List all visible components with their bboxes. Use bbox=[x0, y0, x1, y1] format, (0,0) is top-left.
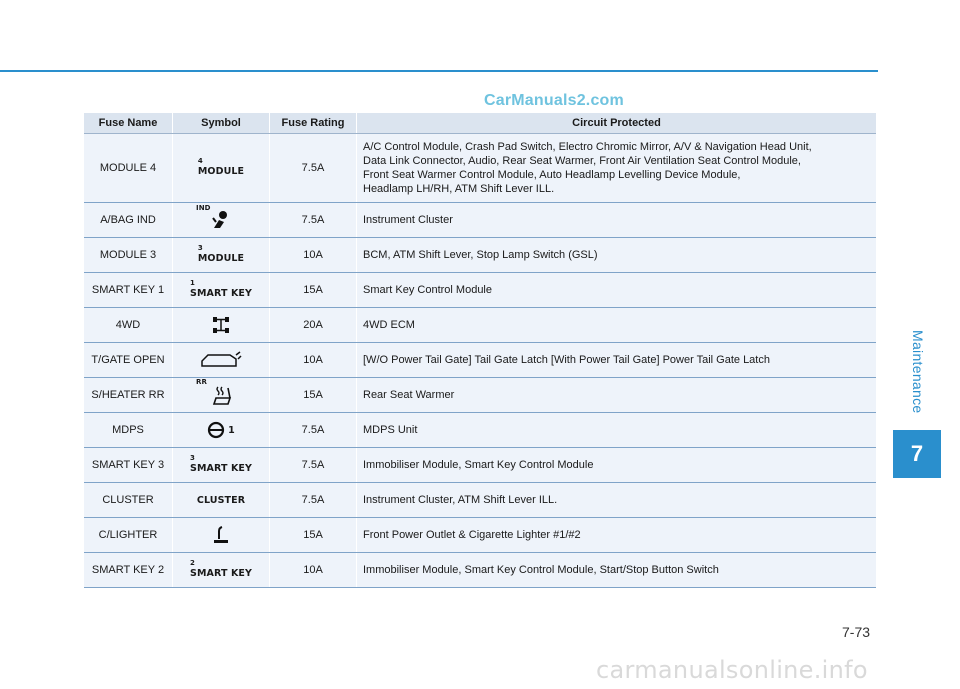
table-header-row bbox=[84, 113, 876, 134]
symbol-superscript: 1 bbox=[190, 278, 195, 287]
side-section-label: Maintenance bbox=[910, 330, 926, 414]
fuse-rating: 20A bbox=[270, 308, 357, 343]
watermark-top: CarManuals2.com bbox=[484, 92, 624, 109]
seat-heater-icon bbox=[210, 384, 232, 406]
cigarette-lighter-symbol bbox=[173, 518, 270, 553]
circuit-protected: Immobiliser Module, Smart Key Control Module bbox=[357, 448, 877, 483]
header-fuse-name: Fuse Name bbox=[84, 113, 173, 134]
circuit-line: A/C Control Module, Crash Pad Switch, Electro Chromic Mirror, A/V & Navigation Head Unit, bbox=[363, 141, 812, 153]
circuit-line: Headlamp LH/RH, ATM Shift Lever ILL. bbox=[363, 183, 555, 195]
tailgate-symbol bbox=[173, 343, 270, 378]
symbol-text: CLUSTER bbox=[196, 495, 246, 506]
circuit-protected: Instrument Cluster, ATM Shift Lever ILL. bbox=[357, 483, 877, 518]
circuit-protected: BCM, ATM Shift Lever, Stop Lamp Switch (GSL) bbox=[357, 238, 877, 273]
4wd-symbol bbox=[173, 308, 270, 343]
circuit-protected: Instrument Cluster bbox=[357, 203, 877, 238]
circuit-protected: 4WD ECM bbox=[357, 308, 877, 343]
airbag-symbol bbox=[173, 203, 270, 238]
4wd-icon bbox=[212, 315, 230, 335]
circuit-protected: MDPS Unit bbox=[357, 413, 877, 448]
cluster-symbol bbox=[173, 483, 270, 518]
circuit-protected: [W/O Power Tail Gate] Tail Gate Latch [With Power Tail Gate] Power Tail Gate Latch bbox=[357, 343, 877, 378]
symbol-text: MODULE bbox=[197, 165, 245, 177]
table-row bbox=[84, 518, 876, 553]
fuse-rating: 10A bbox=[270, 553, 357, 588]
fuse-rating: 7.5A bbox=[270, 203, 357, 238]
smart-key-symbol bbox=[173, 448, 270, 483]
top-rule bbox=[0, 70, 878, 72]
fuse-rating: 15A bbox=[270, 378, 357, 413]
smart-key-symbol bbox=[173, 553, 270, 588]
header-symbol: Symbol bbox=[173, 113, 270, 134]
circuit-protected bbox=[357, 134, 877, 203]
header-circuit-protected: Circuit Protected bbox=[357, 113, 877, 134]
table-row bbox=[84, 378, 876, 413]
fuse-rating: 7.5A bbox=[270, 448, 357, 483]
table-row bbox=[84, 448, 876, 483]
table-row bbox=[84, 553, 876, 588]
fuse-name: S/HEATER RR bbox=[84, 378, 173, 413]
fuse-rating: 15A bbox=[270, 518, 357, 553]
symbol-text: SMART KEY bbox=[190, 462, 252, 474]
table-row bbox=[84, 238, 876, 273]
fuse-rating: 7.5A bbox=[270, 483, 357, 518]
watermark-bottom: carmanualsonline.info bbox=[596, 656, 868, 684]
fuse-name: C/LIGHTER bbox=[84, 518, 173, 553]
table-row bbox=[84, 483, 876, 518]
circuit-protected: Immobiliser Module, Smart Key Control Module, Start/Stop Button Switch bbox=[357, 553, 877, 588]
symbol-suffix: 1 bbox=[228, 424, 235, 436]
symbol-superscript: 3 bbox=[190, 453, 195, 462]
smart-key-symbol bbox=[173, 273, 270, 308]
symbol-text: MODULE bbox=[197, 252, 245, 264]
tailgate-icon bbox=[200, 350, 242, 370]
circuit-line: Data Link Connector, Audio, Rear Seat Warmer, Front Air Ventilation Seat Control Module, bbox=[363, 155, 801, 167]
fuse-name: SMART KEY 3 bbox=[84, 448, 173, 483]
circuit-line: Front Seat Warmer Control Module, Auto Headlamp Levelling Device Module, bbox=[363, 169, 741, 181]
fuse-name: T/GATE OPEN bbox=[84, 343, 173, 378]
circuit-protected: Smart Key Control Module bbox=[357, 273, 877, 308]
symbol-text: SMART KEY bbox=[190, 287, 252, 299]
symbol-superscript: RR bbox=[196, 378, 207, 386]
fuse-name: SMART KEY 2 bbox=[84, 553, 173, 588]
fuse-rating: 7.5A bbox=[270, 413, 357, 448]
page-number: 7-73 bbox=[842, 624, 871, 640]
symbol-superscript: 4 bbox=[197, 156, 203, 165]
steering-symbol bbox=[173, 413, 270, 448]
fuse-table bbox=[84, 113, 876, 588]
fuse-name: MDPS bbox=[84, 413, 173, 448]
table-row bbox=[84, 203, 876, 238]
fuse-name: MODULE 3 bbox=[84, 238, 173, 273]
module-symbol bbox=[173, 134, 270, 203]
fuse-rating: 10A bbox=[270, 343, 357, 378]
table-row bbox=[84, 273, 876, 308]
circuit-protected: Rear Seat Warmer bbox=[357, 378, 877, 413]
fuse-rating: 15A bbox=[270, 273, 357, 308]
fuse-rating: 7.5A bbox=[270, 134, 357, 203]
module-symbol bbox=[173, 238, 270, 273]
chapter-number-badge: 7 bbox=[893, 430, 941, 478]
fuse-rating: 10A bbox=[270, 238, 357, 273]
fuse-name: CLUSTER bbox=[84, 483, 173, 518]
table-row bbox=[84, 134, 876, 203]
symbol-superscript: IND bbox=[196, 204, 211, 212]
symbol-text: SMART KEY bbox=[190, 567, 252, 579]
header-fuse-rating: Fuse Rating bbox=[270, 113, 357, 134]
table-row bbox=[84, 343, 876, 378]
circuit-protected: Front Power Outlet & Cigarette Lighter #1/#2 bbox=[357, 518, 877, 553]
table-row bbox=[84, 413, 876, 448]
cigarette-lighter-icon bbox=[212, 525, 230, 545]
symbol-superscript: 2 bbox=[190, 558, 195, 567]
seat-heater-symbol bbox=[173, 378, 270, 413]
fuse-name: A/BAG IND bbox=[84, 203, 173, 238]
fuse-name: SMART KEY 1 bbox=[84, 273, 173, 308]
table-row bbox=[84, 308, 876, 343]
steering-icon bbox=[207, 421, 225, 439]
airbag-icon bbox=[210, 210, 232, 230]
symbol-superscript: 3 bbox=[197, 243, 203, 252]
fuse-name: MODULE 4 bbox=[84, 134, 173, 203]
fuse-name: 4WD bbox=[84, 308, 173, 343]
